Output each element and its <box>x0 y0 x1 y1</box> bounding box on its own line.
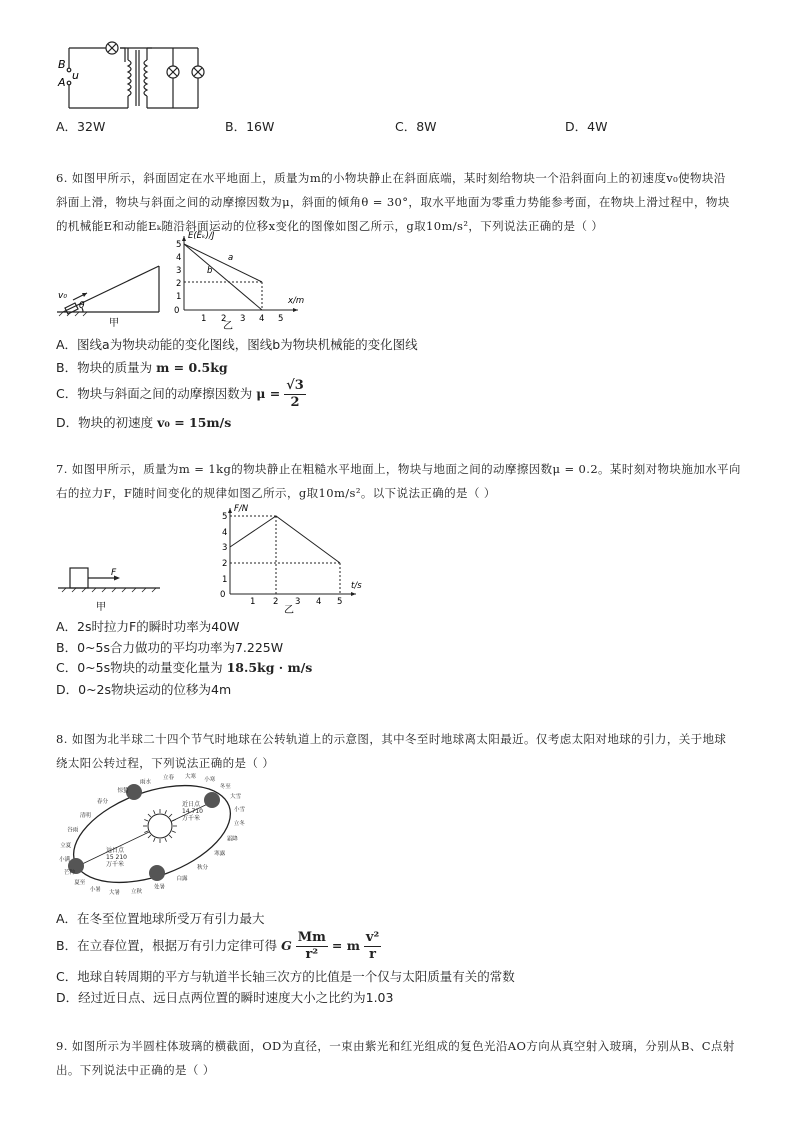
q6-option-d[interactable] <box>56 413 231 431</box>
fraction-denominator: r² <box>305 947 319 962</box>
force-label: F <box>111 568 117 578</box>
solar-term-label: 小雪 <box>234 806 246 813</box>
solar-term-label: 处暑 <box>153 884 166 891</box>
q8-stem <box>56 727 756 775</box>
q7-fig-yi-caption: 乙 <box>284 605 294 614</box>
q6-stem-line3: 的机械能E和动能Eₖ随沿斜面运动的位移x变化的图像如图乙所示，g取10m/s²，下列说法正确的是（ ） <box>56 219 604 233</box>
solar-term-label: 小暑 <box>89 886 101 893</box>
perihelion-label: 近日点 <box>182 801 201 808</box>
ytick: 1 <box>222 575 228 585</box>
q8-option-a[interactable]: A．在冬至位置地球所受万有引力最大 <box>56 911 265 926</box>
q5-option-a[interactable]: A．32W <box>56 119 106 134</box>
xlabel: x/m <box>288 296 305 306</box>
solar-term-label: 小满 <box>59 857 71 864</box>
q6-option-c-fraction <box>284 378 306 411</box>
solar-term-label: 小寒 <box>204 777 216 784</box>
ytick: 4 <box>222 528 228 538</box>
line-a-label: a <box>228 253 234 263</box>
solar-term-label: 大雪 <box>230 794 242 801</box>
q6-option-b-text: B．物块的质量为 <box>56 360 153 375</box>
solar-term-label: 春分 <box>96 799 108 806</box>
solar-term-label: 夏至 <box>74 880 86 887</box>
ytick: 3 <box>222 543 228 553</box>
q6-option-a[interactable]: A．图线a为物块动能的变化图线，图线b为物块机械能的变化图线 <box>56 337 418 352</box>
q7-option-c-text: C．0~5s物块的动量变化量为 <box>56 660 223 675</box>
solar-term-label: 立秋 <box>130 889 142 896</box>
q6-option-b[interactable] <box>56 358 228 376</box>
solar-term-label: 立夏 <box>60 842 72 849</box>
q6-incline-figure <box>55 262 165 328</box>
q8-gravitational-constant: G <box>281 938 292 953</box>
sun-icon <box>143 809 177 843</box>
solar-term-label: 秋分 <box>197 864 209 871</box>
q8-option-d[interactable]: D．经过近日点、远日点两位置的瞬时速度大小之比约为1.03 <box>56 990 394 1005</box>
q7-option-a[interactable]: A．2s时拉力F的瞬时功率为40W <box>56 619 240 634</box>
line-b-label: b <box>207 266 213 276</box>
q6-fig-jia-caption: 甲 <box>109 318 119 328</box>
solar-term-label: 冬至 <box>219 783 231 790</box>
xtick: 5 <box>337 597 343 607</box>
q8-option-b-text: B．在立春位置，根据万有引力定律可得 <box>56 938 278 953</box>
q6-stem-line2: 斜面上滑，物块与斜面之间的动摩擦因数为μ，斜面的倾角θ = 30°，取水平地面为零重力势能参考面，在物块上滑过程中，物块 <box>56 195 730 209</box>
xtick: 2 <box>221 314 227 324</box>
q7-stem <box>56 457 756 505</box>
solar-term-label: 惊蛰 <box>117 787 129 794</box>
line-a <box>184 244 262 282</box>
solar-term-label: 寒露 <box>214 851 226 858</box>
q6-energy-graph <box>172 228 312 330</box>
xtick: 3 <box>240 314 246 324</box>
fraction-numerator: √3 <box>286 378 304 393</box>
q6-option-b-math: m = 0.5kg <box>156 360 228 375</box>
ytick: 1 <box>176 292 182 302</box>
q9-stem <box>56 1034 756 1082</box>
origin-label: 0 <box>220 590 226 600</box>
q6-stem-line1: 6. 如图甲所示，斜面固定在水平地面上，质量为m的小物块静止在斜面底端，某时刻给物块一个沿斜面向上的初速度v₀使物块沿 <box>56 171 726 185</box>
q6-option-c[interactable] <box>56 378 306 411</box>
transformer-circuit-diagram <box>50 40 220 120</box>
xtick: 2 <box>273 597 279 607</box>
solar-term-label: 芒种 <box>63 869 75 876</box>
q8-equals: = m <box>331 938 360 953</box>
q8-option-c[interactable]: C．地球自转周期的平方与轨道半长轴三次方的比值是一个仅与太阳质量有关的常数 <box>56 969 515 984</box>
ytick: 4 <box>176 253 182 263</box>
solar-term-label: 大暑 <box>109 889 121 896</box>
q6-fig-yi-caption: 乙 <box>223 321 233 330</box>
q8-stem-line2: 绕太阳公转过程，下列说法正确的是（ ） <box>56 756 275 770</box>
fraction-denominator: 2 <box>290 395 300 410</box>
q5-option-c[interactable]: C．8W <box>395 119 437 134</box>
aphelion-distance: 15 210 <box>106 854 127 861</box>
q7-stem-line2: 右的拉力F，F随时间变化的规律如图乙所示，g取10m/s²。以下说法正确的是（ ） <box>56 486 496 500</box>
fraction-numerator: Mm <box>297 930 326 945</box>
ytick: 5 <box>176 240 182 250</box>
q6-option-d-text: D．物块的初速度 <box>56 415 154 430</box>
solar-term-label: 雨水 <box>140 779 152 786</box>
ytick: 5 <box>222 512 228 522</box>
terminal-a-label: A <box>58 76 66 89</box>
q9-stem-line1: 9. 如图所示为半圆柱体玻璃的横截面，OD为直径，一束由紫光和红光组成的复色光沿AO方向从真空射入玻璃，分别从B、C点射 <box>56 1039 735 1053</box>
ylabel: E(Eₖ)/J <box>188 231 215 241</box>
ytick: 2 <box>222 559 228 569</box>
earth-orbit-diagram <box>56 770 246 906</box>
q6-option-c-text: C．物块与斜面之间的动摩擦因数为 <box>56 386 253 401</box>
q7-fig-jia-caption: 甲 <box>96 602 106 612</box>
solar-term-label: 立春 <box>163 774 175 781</box>
origin-label: 0 <box>174 306 180 316</box>
solar-term-label: 白露 <box>176 876 188 883</box>
q7-option-b[interactable]: B．0~5s合力做功的平均功率为7.225W <box>56 640 284 655</box>
q7-force-graph <box>218 502 368 614</box>
ylabel: F/N <box>234 504 249 514</box>
solar-term-label: 大寒 <box>184 774 196 781</box>
q5-option-d[interactable]: D．4W <box>565 119 608 134</box>
xtick: 4 <box>259 314 265 324</box>
xtick: 1 <box>250 597 256 607</box>
perihelion-distance: 14 710 <box>182 808 203 815</box>
v0-label: v₀ <box>58 291 67 301</box>
q6-option-d-math: v₀ = 15m/s <box>157 415 232 430</box>
ytick: 3 <box>176 266 182 276</box>
xtick: 1 <box>201 314 207 324</box>
q8-fraction-2 <box>364 930 381 963</box>
solar-term-label: 立冬 <box>233 821 245 828</box>
solar-term-label: 谷雨 <box>67 827 79 834</box>
q6-stem <box>56 166 756 238</box>
q7-option-c-math: 18.5kg · m/s <box>226 660 313 675</box>
xtick: 3 <box>295 597 301 607</box>
fraction-numerator: v² <box>365 930 380 945</box>
solar-term-label: 霜降 <box>226 836 238 843</box>
perihelion-unit: 万千米 <box>182 815 201 822</box>
q8-option-b[interactable] <box>56 930 381 963</box>
line-b <box>184 244 262 310</box>
q6-option-c-mu: μ = <box>256 386 281 401</box>
aphelion-unit: 万千米 <box>106 861 125 868</box>
terminal-b-label: B <box>58 58 66 71</box>
q9-stem-line2: 出。下列说法中正确的是（ ） <box>56 1063 215 1077</box>
q7-stem-line1: 7. 如图甲所示，质量为m = 1kg的物块静止在粗糙水平地面上，物块与地面之间的动摩擦因数μ = 0.2。某时刻对物块施加水平向 <box>56 462 741 476</box>
q5-option-b[interactable]: B．16W <box>225 119 275 134</box>
xlabel: t/s <box>351 581 362 591</box>
q7-option-c[interactable] <box>56 658 312 676</box>
xtick: 4 <box>316 597 322 607</box>
q7-option-d[interactable]: D．0~2s物块运动的位移为4m <box>56 682 232 697</box>
q8-fraction-1 <box>296 930 328 963</box>
solar-term-label: 清明 <box>79 812 91 819</box>
q7-block-figure <box>56 560 166 612</box>
xtick: 5 <box>278 314 284 324</box>
voltage-u-label: u <box>72 69 79 82</box>
fraction-denominator: r <box>369 947 376 962</box>
q8-stem-line1: 8. 如图为北半球二十四个节气时地球在公转轨道上的示意图，其中冬至时地球离太阳最近。仅考虑太阳对地球的引力，关于地球 <box>56 732 727 746</box>
ytick: 2 <box>176 279 182 289</box>
aphelion-label: 远日点 <box>106 847 125 854</box>
theta-label: θ <box>79 301 85 311</box>
